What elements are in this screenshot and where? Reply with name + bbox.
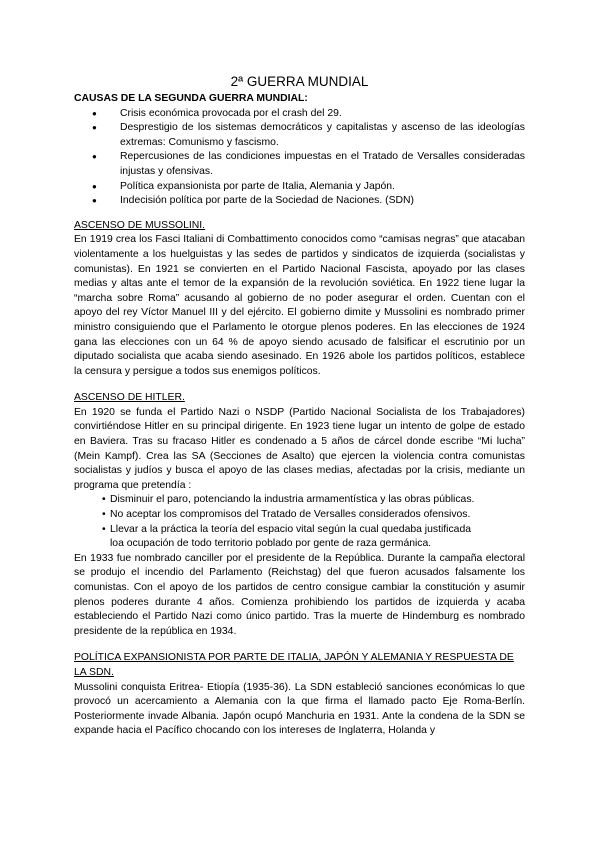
causes-list [74, 107, 525, 209]
list-item: ● Desprestigio de los sistemas democráticos y capitalistas y ascenso de las ideologías extremas: Comunismo y fascismo. [120, 121, 525, 150]
list-item: • Disminuir el paro, potenciando la industria armamentística y las obras públicas. [110, 493, 525, 508]
page-title: 2ª GUERRA MUNDIAL [230, 74, 369, 89]
mussolini-paragraph: En 1919 crea los Fasci Italiani di Combattimento conocidos como “camisas negras” que atacaban violentamente a los huelguistas y las sedes de partidos y sindicatos de izquierda (socialistas y comunistas). En 1921 se convierten en el Partido Nacional Fascista, apoyado por las clases medias y altas ante el temor de la expansión de la revolución soviética. En 1922 tiene lugar la “marcha sobre Roma” acusando al gobierno de no poder asegurar el orden. Cuentan con el apoyo del rey Víctor Manuel III y del ejército. El gobierno dimite y Mussolini es nombrado primer ministro consiguiendo que el Parlamento le otorgue plenos poderes. En las elecciones de 1924 gana las elecciones con un 64 % de apoyo siendo acusado de falsificar el escrutinio por un diputado socialista que acaba siendo asesinado. En 1926 abole los partidos políticos, establece la censura y persigue a todos sus enemigos políticos. [74, 234, 525, 377]
list-item: ● Repercusiones de las condiciones impuestas en el Tratado de Versalles consideradas injustas y ofensivas. [120, 150, 525, 179]
causes-heading: CAUSAS DE LA SEGUNDA GUERRA MUNDIAL: [74, 93, 308, 104]
mussolini-heading: ASCENSO DE MUSSOLINI. [74, 219, 206, 231]
hitler-program-list [74, 493, 525, 537]
list-item: • Llevar a la práctica la teoría del espacio vital según la cual quedaba justificada [110, 523, 525, 538]
expansion-heading: POLÍTICA EXPANSIONISTA POR PARTE DE ITALIA, JAPÓN Y ALEMANIA Y RESPUESTA DE LA SDN. [74, 652, 514, 678]
list-item: ● Indecisión política por parte de la Sociedad de Naciones. (SDN) [120, 194, 525, 209]
hitler-heading: ASCENSO DE HITLER. [74, 392, 185, 404]
hitler-program-continuation: loa ocupación de todo territorio poblado por gente de raza germánica. [110, 538, 432, 550]
list-item: • No aceptar los compromisos del Tratado de Versalles considerados ofensivos. [110, 508, 525, 523]
hitler-intro-paragraph: En 1920 se funda el Partido Nazi o NSDP (Partido Nacional Socialista de los Trabajadores) convirtiéndose Hitler en su principal dirigente. En 1923 tiene lugar un intento de golpe de estado en Baviera. Tras su fracaso Hitler es condenado a 5 años de cárcel donde escribe “Mi lucha” (Mein Kampf). Crea las SA (Secciones de Asalto) que ejercen la violencia contra comunistas socialistas y judíos y busca el apoyo de las clases medias, afectadas por la crisis, mediante un programa que pretendía : [74, 406, 525, 491]
list-item: ● Crisis económica provocada por el crash del 29. [120, 107, 525, 122]
list-item: ● Política expansionista por parte de Italia, Alemania y Japón. [120, 180, 525, 195]
document-content [74, 74, 525, 739]
expansion-paragraph: Mussolini conquista Eritrea- Etiopía (1935-36). La SDN estableció sanciones económicas lo que provocó un acercamiento a Alemania con la que firma el llamado pacto Eje Roma-Berlín. Posteriormente invade Albania. Japón ocupó Manchuria en 1931. Ante la condena de la SDN se expande hacia el Pacífico chocando con los intereses de Inglaterra, Holanda y [74, 681, 525, 737]
hitler-after-paragraph: En 1933 fue nombrado canciller por el presidente de la República. Durante la campaña electoral se produjo el incendio del Parlamento (Reichstag) del que fueron acusados falsamente los comunistas. Con el apoyo de los partidos de centro consigue cambiar la constitución y asumir plenos poderes durante 4 años. Comienza prohibiendo los partidos de izquierda y acaba estableciendo el Partido Nazi como único partido. Tras la muerte de Hindemburg es nombrado presidente de la república en 1934. [74, 552, 525, 637]
